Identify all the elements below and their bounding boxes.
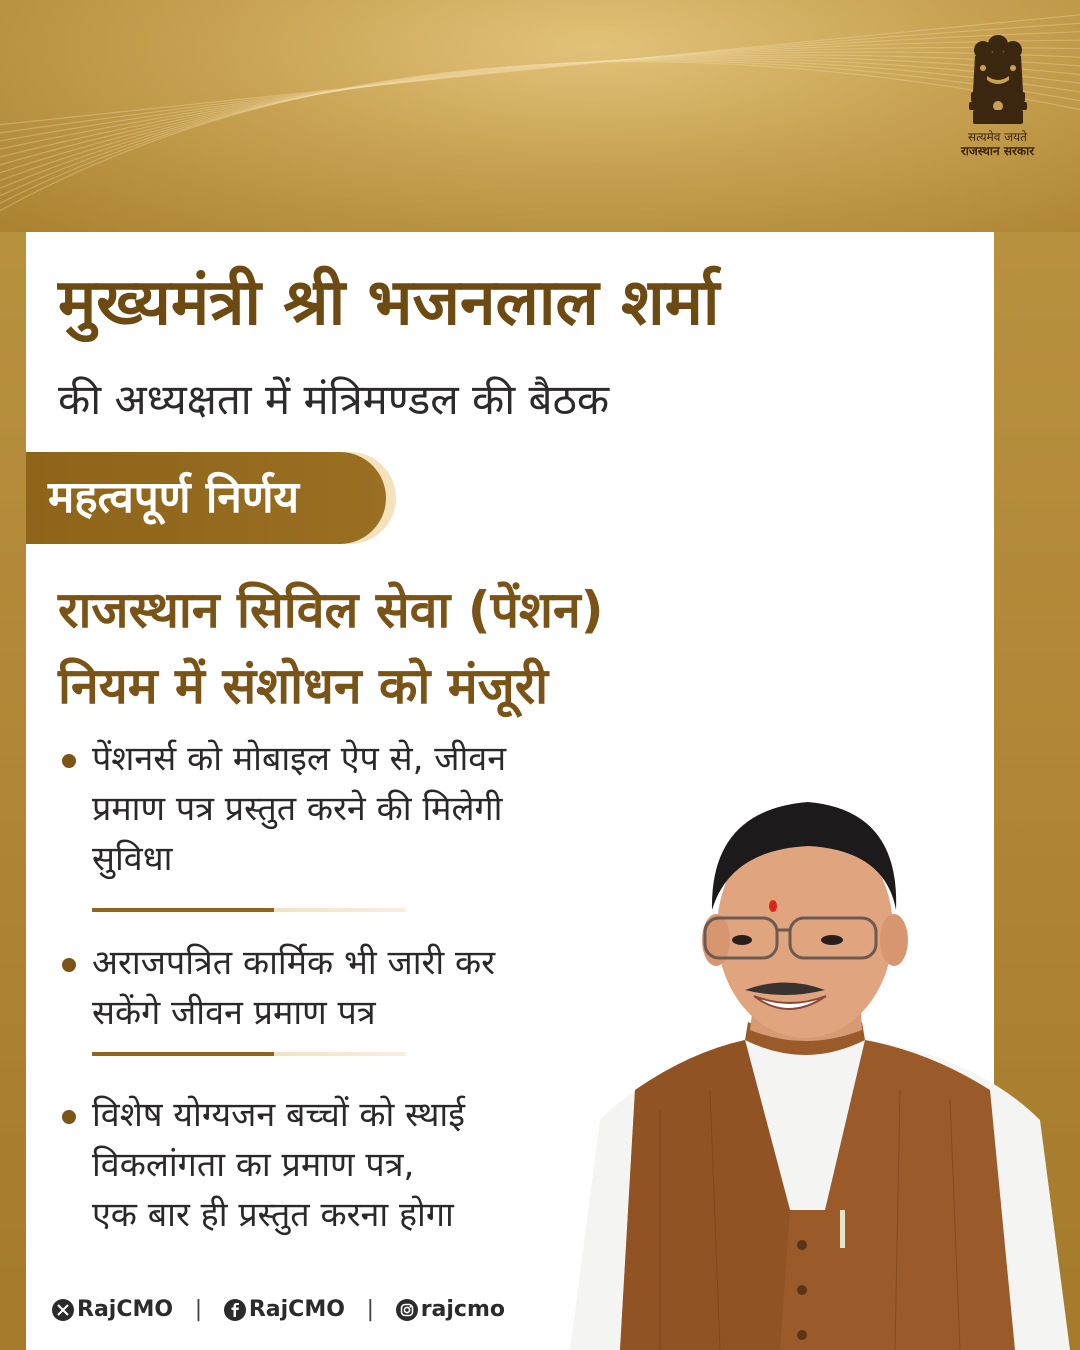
social-footer: [52, 1296, 505, 1330]
instagram-handle: rajcmo: [420, 1296, 506, 1322]
facebook-link[interactable]: [224, 1297, 345, 1322]
footer-separator: |: [194, 1296, 203, 1322]
bullet-line: सुविधा: [92, 839, 173, 879]
x-logo-icon: [52, 1299, 74, 1321]
decision-heading-line-1: राजस्थान सिविल सेवा (पेंशन): [58, 581, 604, 639]
divider: [92, 1052, 406, 1056]
bullet-line: विशेष योग्यजन बच्चों को स्थाई: [92, 1095, 465, 1135]
divider: [92, 908, 406, 912]
chief-minister-portrait: [540, 790, 1080, 1350]
state-emblem: [935, 30, 1060, 165]
facebook-logo-icon: [224, 1299, 246, 1321]
bullet-dot: [62, 1110, 76, 1124]
gold-header-band: [0, 0, 1080, 232]
bullet-line: एक बार ही प्रस्तुत करना होगा: [92, 1195, 454, 1235]
bullet-line: पेंशनर्स को मोबाइल ऐप से, जीवन: [92, 739, 507, 779]
x-link[interactable]: [52, 1297, 173, 1322]
facebook-handle: RajCMO: [248, 1296, 345, 1322]
bullet-line: विकलांगता का प्रमाण पत्र,: [92, 1145, 415, 1185]
page-subtitle: की अध्यक्षता में मंत्रिमण्डल की बैठक: [58, 375, 610, 424]
decorative-wave-lines: [0, 0, 1080, 232]
bullet-dot: [62, 958, 76, 972]
bullet-line: अराजपत्रित कार्मिक भी जारी कर: [92, 943, 496, 983]
emblem-motto: सत्यमेव जयते: [968, 130, 1027, 144]
instagram-logo-icon: [396, 1299, 418, 1321]
bullet-line: प्रमाण पत्र प्रस्तुत करने की मिलेगी: [92, 789, 503, 829]
page-title: मुख्यमंत्री श्री भजनलाल शर्मा: [58, 266, 720, 340]
lion-capital-emblem-icon: [963, 30, 1033, 128]
x-handle: RajCMO: [77, 1296, 174, 1322]
footer-separator: |: [366, 1296, 375, 1322]
instagram-link[interactable]: [396, 1297, 505, 1322]
emblem-government-name: राजस्थान सरकार: [960, 144, 1035, 158]
decision-heading-line-2: नियम में संशोधन को मंजूरी: [58, 657, 549, 715]
bullet-dot: [62, 754, 76, 768]
decision-heading: [58, 572, 958, 724]
highlight-tag-label: महत्वपूर्ण निर्णय: [48, 472, 300, 523]
bullet-line: सकेंगे जीवन प्रमाण पत्र: [92, 993, 376, 1033]
highlight-tag: [26, 452, 386, 544]
